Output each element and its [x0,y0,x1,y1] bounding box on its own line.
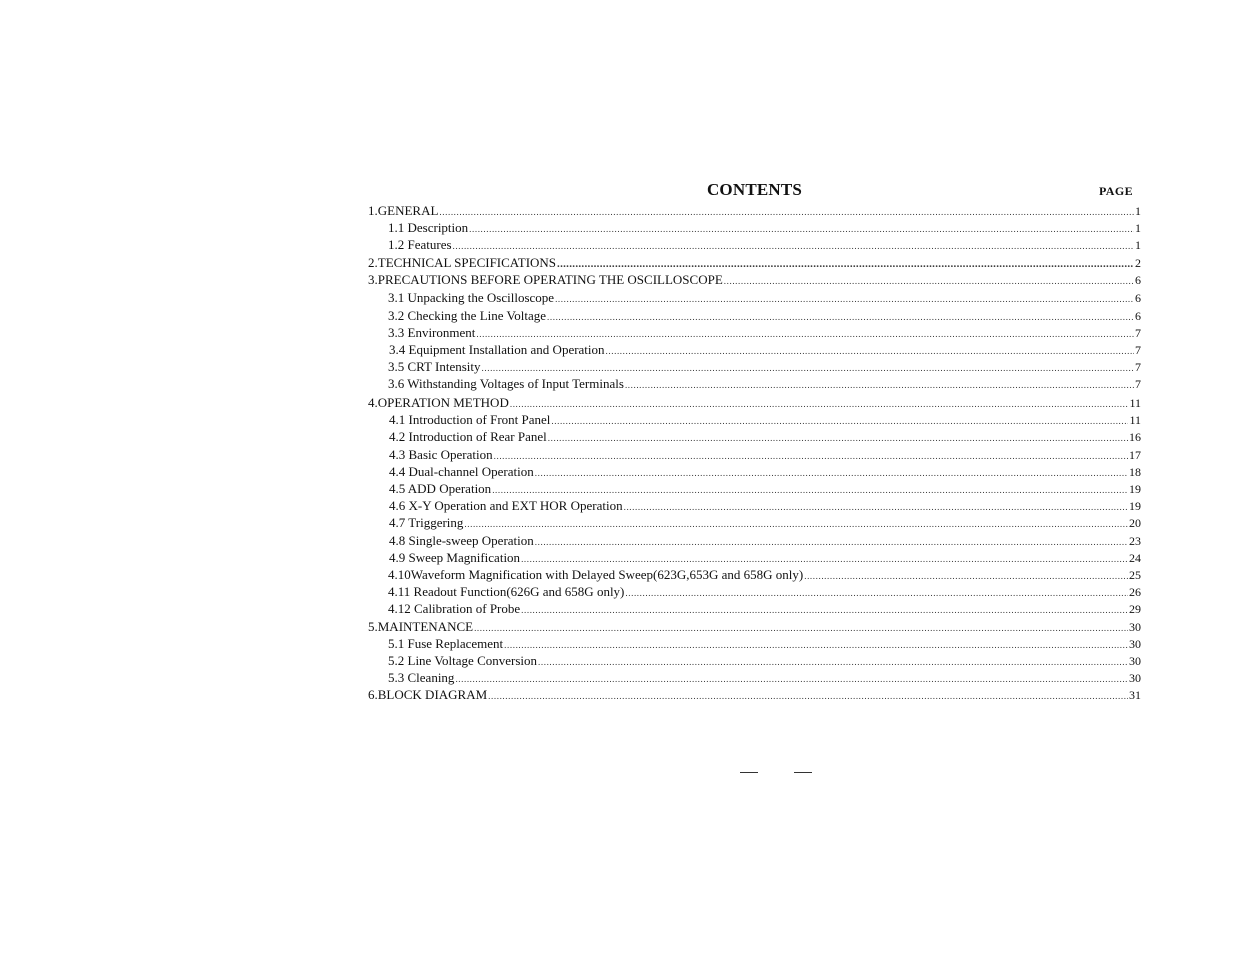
toc-entry-technical-specifications[interactable] [368,254,1141,271]
toc-entry-page: 29 [1129,602,1141,617]
toc-entry-page: 16 [1129,430,1141,445]
table-of-contents [368,180,1141,703]
toc-entry-label: 5.2 Line Voltage Conversion [388,652,538,668]
toc-entry-page: 19 [1129,499,1141,514]
toc-entry-page: 24 [1129,550,1141,565]
toc-entry-label: 1.2 Features [388,237,452,253]
dot-leader [535,465,1128,482]
toc-header [368,180,1141,202]
dot-leader [551,413,1128,430]
dot-leader [469,221,1134,238]
toc-entry-page: 31 [1129,688,1141,703]
toc-entry-line-voltage[interactable] [368,307,1141,324]
toc-entry-label: 4.10Waveform Magnification with Delayed Sweep(623G,653G and 658G only) [388,566,804,582]
toc-entry-label: 3.4 Equipment Installation and Operation [389,342,605,357]
dot-leader [535,534,1128,551]
toc-entry-page: 17 [1129,447,1141,462]
dot-leader [555,291,1134,308]
toc-entry-unpacking[interactable] [368,289,1141,306]
toc-entry-block-diagram[interactable] [368,686,1141,703]
toc-entry-page: 6 [1135,272,1141,287]
toc-entry-crt-intensity[interactable] [368,358,1141,375]
toc-entry-equipment-installation[interactable] [368,341,1141,358]
toc-entry-label: 4.11 Readout Function(626G and 658G only) [388,584,625,600]
toc-entry-precautions[interactable] [368,271,1141,288]
toc-entry-label: 4.5 ADD Operation [389,481,492,496]
toc-entry-description[interactable] [368,219,1141,236]
toc-entry-withstanding-voltages[interactable] [368,375,1141,392]
toc-list [368,202,1141,703]
toc-entry-label: 4.8 Single-sweep Operation [389,532,534,548]
dot-leader [494,448,1128,465]
toc-entry-label: 4.1 Introduction of Front Panel [389,412,551,428]
toc-entry-page: 7 [1135,377,1141,392]
toc-entry-label: 1.1 Description [388,220,469,236]
toc-entry-page: 6 [1135,308,1141,323]
toc-entry-page: 7 [1135,343,1141,357]
toc-entry-label: 4.12 Calibration of Probe [388,601,521,617]
toc-entry-page: 20 [1129,516,1141,531]
footer-dash [740,772,758,773]
dot-leader [538,654,1128,671]
toc-entry-page: 1 [1135,204,1141,218]
toc-entry-maintenance[interactable] [368,618,1141,635]
dot-leader [504,637,1128,654]
toc-entry-label: 4.6 X-Y Operation and EXT HOR Operation [389,498,623,514]
toc-entry-calibration-of-probe[interactable] [368,600,1141,617]
dot-leader [547,309,1134,326]
toc-entry-label: 4.9 Sweep Magnification [389,549,521,565]
toc-entry-page: 26 [1129,585,1141,600]
dot-leader [625,377,1134,394]
toc-entry-label: 4.3 Basic Operation [389,446,493,462]
toc-entry-front-panel[interactable] [368,411,1141,428]
dot-leader [464,516,1128,533]
toc-entry-label: 4.4 Dual-channel Operation [389,463,534,479]
toc-entry-page: 11 [1129,413,1141,428]
toc-entry-page: 2 [1135,255,1141,270]
toc-entry-page: 30 [1129,619,1141,634]
dot-leader [625,585,1128,602]
toc-entry-label: 5.MAINTENANCE [368,618,474,634]
page-footer-dashes [738,766,818,778]
toc-entry-fuse-replacement[interactable] [368,635,1141,652]
toc-entry-general[interactable] [368,202,1141,219]
toc-entry-label: 5.3 Cleaning [388,670,455,686]
toc-entry-label: 4.2 Introduction of Rear Panel [389,429,547,445]
toc-entry-page: 30 [1129,671,1141,686]
toc-entry-line-voltage-conversion[interactable] [368,652,1141,669]
toc-entry-label: 3.1 Unpacking the Oscilloscope [388,290,555,306]
toc-entry-page: 19 [1129,482,1141,496]
toc-entry-page: 6 [1135,291,1141,306]
toc-entry-features[interactable] [368,236,1141,253]
toc-entry-single-sweep[interactable] [368,532,1141,549]
toc-entry-page: 1 [1135,221,1141,236]
page-title: CONTENTS [706,180,803,199]
dot-leader [548,430,1128,447]
toc-entry-page: 11 [1129,396,1141,411]
toc-entry-label: 5.1 Fuse Replacement [388,635,504,651]
dot-leader [488,688,1128,705]
toc-entry-basic-operation[interactable] [368,446,1141,463]
toc-entry-label: 3.6 Withstanding Voltages of Input Terminals [388,376,624,392]
toc-entry-page: 7 [1135,325,1141,340]
toc-entry-waveform-magnification[interactable] [368,566,1141,583]
dot-leader [439,204,1134,221]
dot-leader [474,620,1128,637]
dot-leader [624,499,1128,516]
toc-entry-page: 7 [1135,360,1141,375]
dot-leader [521,602,1128,619]
toc-entry-page: 30 [1129,653,1141,668]
toc-entry-label: 3.5 CRT Intensity [388,359,481,375]
toc-entry-page: 23 [1129,533,1141,548]
footer-dash [794,772,812,773]
toc-entry-rear-panel[interactable] [368,428,1141,445]
toc-entry-page: 18 [1129,464,1141,479]
dot-leader [724,273,1134,290]
toc-entry-label: 6.BLOCK DIAGRAM [368,687,488,703]
toc-entry-xy-operation[interactable] [368,497,1141,514]
toc-entry-label: 3.2 Checking the Line Voltage [388,307,547,323]
toc-entry-environment[interactable] [368,324,1141,341]
toc-entry-label: 4.7 Triggering [389,515,464,531]
dot-leader [804,568,1128,585]
dot-leader [606,343,1134,360]
toc-entry-label: 4.OPERATION METHOD [368,395,509,411]
dot-leader [510,396,1129,413]
toc-entry-label: 2.TECHNICAL SPECIFICATIONS [368,254,557,270]
toc-entry-add-operation[interactable] [368,480,1141,497]
toc-entry-label: 3.PRECAUTIONS BEFORE OPERATING THE OSCILLOSCOPE [368,271,723,287]
toc-entry-page: 25 [1129,567,1141,582]
toc-entry-readout-function[interactable] [368,583,1141,600]
toc-entry-label: 1.GENERAL [368,203,439,218]
toc-entry-label: 3.3 Environment [388,324,476,340]
toc-entry-dual-channel[interactable] [368,463,1141,480]
toc-entry-page: 1 [1135,238,1141,253]
toc-entry-operation-method[interactable] [368,394,1141,411]
page-column-label: PAGE [1098,184,1133,198]
toc-entry-page: 30 [1129,636,1141,651]
toc-entry-cleaning[interactable] [368,669,1141,686]
toc-entry-sweep-magnification[interactable] [368,549,1141,566]
toc-entry-triggering[interactable] [368,514,1141,531]
dot-leader [455,671,1128,688]
